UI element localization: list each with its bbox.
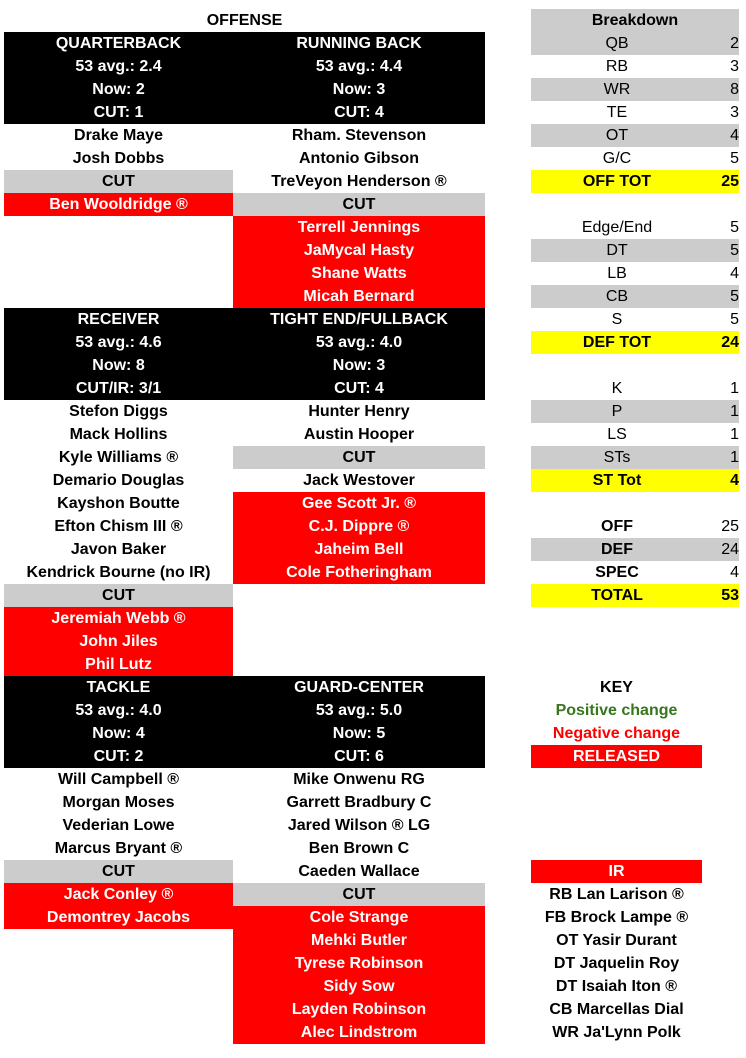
player-name: Jared Wilson ® LG: [287, 817, 431, 834]
player-name: Kendrick Bourne (no IR): [26, 564, 211, 581]
rb-title: RUNNING BACK: [233, 32, 485, 55]
cut-player: Shane Watts: [233, 262, 485, 285]
player-name: Efton Chism III ®: [54, 518, 183, 535]
cut-header: CUT: [233, 883, 485, 906]
breakdown-position: P: [611, 403, 623, 420]
cut-player: Cole Fotheringham: [233, 561, 485, 584]
player-name: Josh Dobbs: [72, 150, 165, 167]
key-title: KEY: [600, 679, 633, 696]
cut-player: JaMycal Hasty: [233, 239, 485, 262]
breakdown-position: K: [611, 380, 623, 397]
cut-player: Jaheim Bell: [233, 538, 485, 561]
breakdown-count: 1: [730, 403, 739, 420]
gc-now: Now: 5: [233, 722, 485, 745]
ot-title: TACKLE: [4, 676, 233, 699]
breakdown-count: 4: [730, 127, 739, 144]
wr-title: RECEIVER: [4, 308, 233, 331]
cut-player: Sidy Sow: [233, 975, 485, 998]
cut-player: Layden Robinson: [233, 998, 485, 1021]
cut-header: CUT: [233, 193, 485, 216]
breakdown-position: ST Tot: [592, 472, 642, 489]
key-negative-change: Negative change: [552, 725, 681, 742]
breakdown-count: 3: [730, 104, 739, 121]
breakdown-count: 4: [730, 265, 739, 282]
breakdown-position: QB: [605, 35, 629, 52]
player-name: Mike Onwenu RG: [293, 771, 425, 788]
breakdown-title: Breakdown: [531, 9, 739, 32]
breakdown-position: DEF: [601, 541, 633, 558]
player-name: Caeden Wallace: [298, 863, 420, 880]
gc-cut-count: CUT: 6: [233, 745, 485, 768]
player-name: Will Campbell ®: [58, 771, 179, 788]
breakdown-position: RB: [605, 58, 629, 75]
cut-player: C.J. Dippre ®: [233, 515, 485, 538]
breakdown-count: 5: [730, 219, 739, 236]
breakdown-count: 5: [730, 242, 739, 259]
te-avg: 53 avg.: 4.0: [233, 331, 485, 354]
breakdown-count: 5: [730, 311, 739, 328]
qb-now: Now: 2: [4, 78, 233, 101]
breakdown-count: 53: [721, 587, 739, 604]
breakdown-position: CB: [605, 288, 629, 305]
breakdown-position: G/C: [602, 150, 632, 167]
breakdown-position: S: [611, 311, 623, 328]
breakdown-count: 24: [721, 541, 739, 558]
cut-player: Micah Bernard: [233, 285, 485, 308]
gc-avg: 53 avg.: 5.0: [233, 699, 485, 722]
breakdown-position: SPEC: [595, 564, 639, 581]
cut-player: Terrell Jennings: [233, 216, 485, 239]
cut-player: Jeremiah Webb ®: [4, 607, 233, 630]
offense-title: OFFENSE: [206, 12, 283, 29]
ir-player: WR Ja'Lynn Polk: [552, 1024, 681, 1041]
player-name: Ben Brown C: [308, 840, 410, 857]
breakdown-count: 4: [730, 564, 739, 581]
cut-player: Jack Conley ®: [4, 883, 233, 906]
cut-player: Tyrese Robinson: [233, 952, 485, 975]
breakdown-position: OFF: [601, 518, 633, 535]
cut-header: CUT: [4, 584, 233, 607]
ir-player: CB Marcellas Dial: [549, 1001, 684, 1018]
ir-title: IR: [531, 860, 702, 883]
rb-now: Now: 3: [233, 78, 485, 101]
qb-cut-count: CUT: 1: [4, 101, 233, 124]
gc-title: GUARD-CENTER: [233, 676, 485, 699]
breakdown-position: TOTAL: [591, 587, 643, 604]
breakdown-count: 5: [730, 288, 739, 305]
breakdown-count: 24: [721, 334, 739, 351]
breakdown-count: 1: [730, 449, 739, 466]
key-positive-change: Positive change: [555, 702, 678, 719]
player-name: Hunter Henry: [308, 403, 410, 420]
qb-avg: 53 avg.: 2.4: [4, 55, 233, 78]
cut-player: Gee Scott Jr. ®: [233, 492, 485, 515]
wr-now: Now: 8: [4, 354, 233, 377]
breakdown-count: 8: [730, 81, 739, 98]
breakdown-count: 4: [730, 472, 739, 489]
te-cut-count: CUT: 4: [233, 377, 485, 400]
key-released: RELEASED: [531, 745, 702, 768]
rb-cut-count: CUT: 4: [233, 101, 485, 124]
cut-header: CUT: [4, 860, 233, 883]
player-name: Kayshon Boutte: [57, 495, 180, 512]
te-title: TIGHT END/FULLBACK: [233, 308, 485, 331]
player-name: Javon Baker: [70, 541, 167, 558]
cut-player: Cole Strange: [233, 906, 485, 929]
ir-player: DT Jaquelin Roy: [553, 955, 680, 972]
ot-avg: 53 avg.: 4.0: [4, 699, 233, 722]
breakdown-position: DEF TOT: [582, 334, 652, 351]
ir-player: DT Isaiah Iton ®: [555, 978, 678, 995]
cut-player: Mehki Butler: [233, 929, 485, 952]
player-name: Morgan Moses: [62, 794, 175, 811]
player-name: Drake Maye: [74, 127, 163, 144]
player-name: Jack Westover: [303, 472, 415, 489]
ot-now: Now: 4: [4, 722, 233, 745]
ot-cut-count: CUT: 2: [4, 745, 233, 768]
rb-avg: 53 avg.: 4.4: [233, 55, 485, 78]
cut-header: CUT: [233, 446, 485, 469]
cut-player: Alec Lindstrom: [233, 1021, 485, 1044]
player-name: Marcus Bryant ®: [54, 840, 183, 857]
cut-player: Phil Lutz: [4, 653, 233, 676]
breakdown-position: WR: [603, 81, 631, 98]
breakdown-position: DT: [606, 242, 628, 259]
breakdown-position: STs: [603, 449, 631, 466]
player-name: Vederian Lowe: [62, 817, 175, 834]
cut-header: CUT: [4, 170, 233, 193]
breakdown-position: TE: [606, 104, 628, 121]
player-name: Antonio Gibson: [299, 150, 419, 167]
qb-title: QUARTERBACK: [4, 32, 233, 55]
breakdown-position: LS: [607, 426, 627, 443]
ir-player: OT Yasir Durant: [556, 932, 677, 949]
breakdown-count: 3: [730, 58, 739, 75]
cut-player: John Jiles: [4, 630, 233, 653]
player-name: Rham. Stevenson: [291, 127, 427, 144]
wr-avg: 53 avg.: 4.6: [4, 331, 233, 354]
player-name: Kyle Williams ®: [58, 449, 179, 466]
ir-player: RB Lan Larison ®: [549, 886, 684, 903]
player-name: Stefon Diggs: [69, 403, 168, 420]
player-name: Mack Hollins: [69, 426, 168, 443]
breakdown-position: OT: [605, 127, 629, 144]
player-name: Austin Hooper: [303, 426, 415, 443]
wr-cut-count: CUT/IR: 3/1: [4, 377, 233, 400]
breakdown-count: 1: [730, 426, 739, 443]
breakdown-count: 25: [721, 518, 739, 535]
cut-player: Ben Wooldridge ®: [4, 193, 233, 216]
cut-player: Demontrey Jacobs: [4, 906, 233, 929]
breakdown-count: 2: [730, 35, 739, 52]
te-now: Now: 3: [233, 354, 485, 377]
breakdown-position: Edge/End: [581, 219, 653, 236]
breakdown-position: OFF TOT: [582, 173, 652, 190]
player-name: Demario Douglas: [52, 472, 185, 489]
breakdown-count: 5: [730, 150, 739, 167]
player-name: Garrett Bradbury C: [286, 794, 432, 811]
ir-player: FB Brock Lampe ®: [544, 909, 689, 926]
player-name: TreVeyon Henderson ®: [271, 173, 447, 190]
breakdown-count: 25: [721, 173, 739, 190]
breakdown-position: LB: [607, 265, 627, 282]
breakdown-count: 1: [730, 380, 739, 397]
